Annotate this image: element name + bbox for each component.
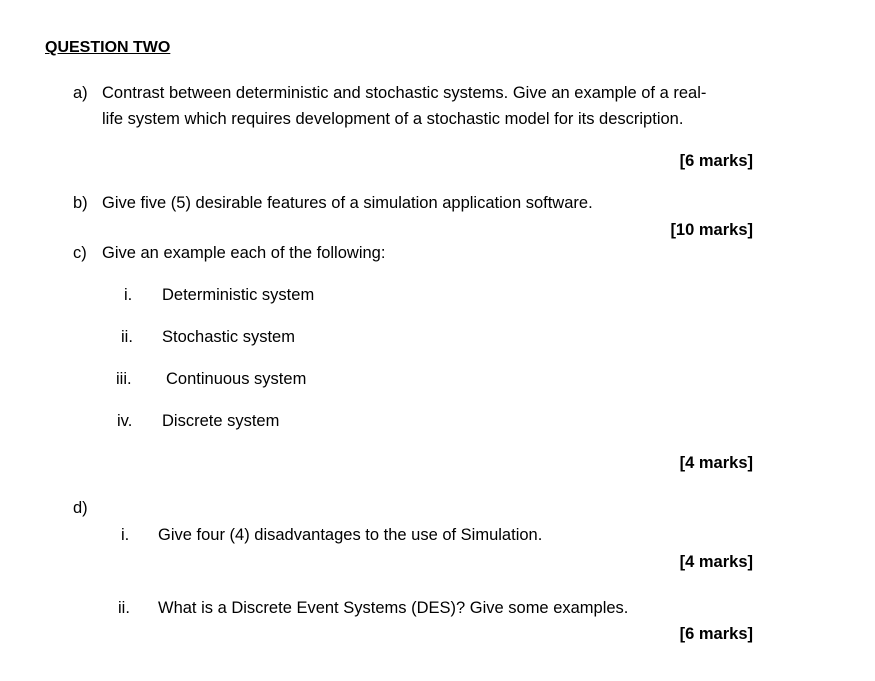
part-a-line-1: Contrast between deterministic and stochastic systems. Give an example of a real- xyxy=(102,84,707,102)
part-c-item-text: Discrete system xyxy=(162,412,280,430)
part-a-marks: [6 marks] xyxy=(679,152,753,170)
part-c-item-text: Deterministic system xyxy=(162,286,315,304)
part-b-text: Give five (5) desirable features of a simulation application software. xyxy=(102,194,593,212)
part-c-label: c) xyxy=(73,244,87,262)
part-d-item-text: What is a Discrete Event Systems (DES)? Give some examples. xyxy=(158,599,629,617)
part-c-item-numeral: iv. xyxy=(117,412,133,430)
part-d-label: d) xyxy=(73,499,88,517)
part-a-line-2: life system which requires development of a stochastic model for its description. xyxy=(102,110,684,128)
part-d-item-marks: [4 marks] xyxy=(679,553,753,571)
part-d-item-numeral: i. xyxy=(121,526,130,544)
question-heading: QUESTION TWO xyxy=(45,39,171,56)
part-b-label: b) xyxy=(73,194,88,212)
part-c-text: Give an example each of the following: xyxy=(102,244,386,262)
part-c-item-numeral: ii. xyxy=(121,328,133,346)
part-b-marks: [10 marks] xyxy=(670,221,753,239)
part-d-item-numeral: ii. xyxy=(118,599,130,617)
part-c-item-text: Stochastic system xyxy=(162,328,295,346)
part-c-item-numeral: i. xyxy=(124,286,133,304)
part-d-item-marks: [6 marks] xyxy=(679,625,753,643)
part-c-item-text: Continuous system xyxy=(166,370,307,388)
part-a-label: a) xyxy=(73,84,88,102)
part-c-marks: [4 marks] xyxy=(679,454,753,472)
part-c-item-numeral: iii. xyxy=(116,370,132,388)
part-d-item-text: Give four (4) disadvantages to the use of Simulation. xyxy=(158,526,543,544)
